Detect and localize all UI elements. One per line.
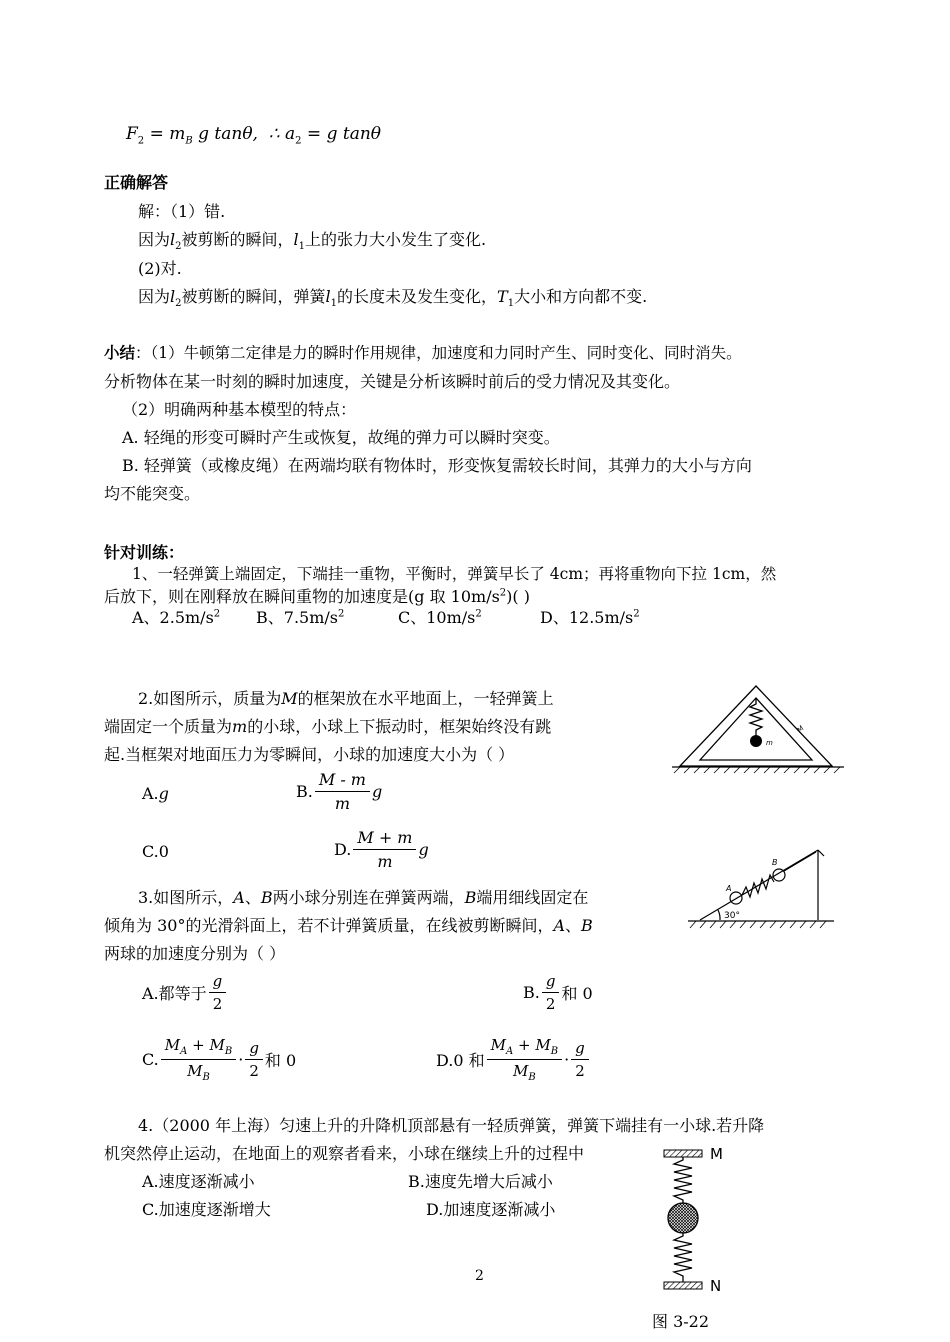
summary-line6: 均不能突变。 [104,484,201,503]
q1-line2-sup: 2 [499,587,507,599]
incline-surface [700,850,818,920]
answer-l4-sub: 2 [175,298,182,310]
q4-line2: 机突然停止运动，在地面上的观察者看来，小球在继续上升的过程中 [104,1144,585,1163]
answer-l4-tsub: 1 [507,298,515,310]
formula-therefore: ∴ a [268,124,296,144]
q3-line3: 两球的加速度分别为（ ） [104,944,286,963]
q2-figure [668,682,848,774]
q4-ceiling-plate [664,1150,702,1157]
answer-l2-l1: l [293,230,299,249]
q2-fig-m-label: m [766,739,773,747]
q2-option-c: C.0 [142,842,169,861]
summary-line2: 分析物体在某一时刻的瞬时加速度，关键是分析该瞬时前后的受力情况及其变化。 [104,372,681,391]
answer-heading: 正确解答 [104,173,169,192]
answer-l2-l: l [170,230,176,249]
q2-option-b: B. $\frac{M - m}{m}$ g [296,770,383,813]
q3-fig-A: A [726,884,732,893]
q4-option-c: C.加速度逐渐增大 [142,1200,271,1219]
answer-l4-l1: l [325,287,331,306]
q1-option-c: C、$10m/s^2$ [398,608,482,627]
answer-line1: 解：（1）错. [138,202,226,221]
formula-a2-sub: 2 [295,135,302,147]
q1-option-b: B、$7.5m/s^2$ [256,608,345,627]
answer-l2-l1sub: 1 [298,241,306,253]
q4-option-d: D.加速度逐渐减小 [426,1200,556,1219]
summary-line1 [104,341,742,363]
q4-fig-M: M [710,1145,723,1163]
q2-line1: 2.如图所示，质量为M的框架放在水平地面上，一轻弹簧上 [138,689,554,708]
answer-l4-b: 被剪断的瞬间，弹簧 [181,287,326,306]
page-number: 2 [475,1268,484,1284]
answer-line4 [138,284,647,309]
q1-line1: 1、一轻弹簧上端固定，下端挂一重物，平衡时，弹簧早长了 4cm；再将重物向下拉 1cm，然 [132,565,777,583]
summary-line3: （2）明确两种基本模型的特点： [122,400,357,419]
formula-eq2: = g tanθ [306,124,382,144]
q3-option-a: A.都等于 $\frac{g}{2}$ [142,972,228,1013]
q3-figure [686,844,836,930]
summary-line1-text: ：（1）牛顿第二定律是力的瞬时作用规律，加速度和力同时产生、同时变化、同时消失。 [135,344,742,362]
answer-l4-l: l [170,287,176,306]
answer-l4-d: 大小和方向都不变. [514,287,648,306]
q3-option-b: B. $\frac{g}{2}$ 和 0 [523,972,593,1013]
answer-l4-l1sub: 1 [330,298,338,310]
formula-eq1: = m [149,124,186,144]
answer-line2 [138,227,486,252]
formula-eq1-rest: g tanθ, [198,124,258,144]
formula-f2-sub: 2 [137,135,145,147]
answer-l2-a: 因为 [138,230,171,249]
q4-floor-plate [664,1282,702,1289]
q2-option-d: D. $\frac{M + m}{m}$ g [334,828,429,871]
answer-l2-c: 上的张力大小发生了变化. [305,230,487,249]
q2-fig-M-label: M [795,724,806,735]
formula-f2: F [126,124,138,144]
q4-ball [668,1203,698,1233]
q4-upper-spring [674,1157,692,1203]
q4-line1: 4.（2000 年上海）匀速上升的升降机顶部悬有一轻质弹簧，弹簧下端挂有一小球.若升降 [138,1116,765,1135]
q2-line2: 端固定一个质量为m的小球，小球上下振动时，框架始终没有跳 [104,717,552,736]
summary-heading: 小结 [104,344,136,362]
q1-line2 [104,584,530,607]
q3-thread [784,852,816,871]
q4-option-a: A.速度逐渐减小 [142,1172,255,1191]
training-heading: 针对训练： [104,543,185,562]
q3-line2: 倾角为 30°的光滑斜面上，若不计弹簧质量，在线被剪断瞬间，A、B [104,916,593,935]
formula-mb-sub: B [185,135,193,147]
answer-l4-c: 的长度未及发生变化， [337,287,498,306]
q3-fig-angle: 30° [724,911,740,921]
q1-option-d: D、$12.5m/s^2$ [540,608,640,627]
answer-l2-b: 被剪断的瞬间， [181,230,294,249]
q3-line1: 3.如图所示，A、B两小球分别连在弹簧两端，B端用细线固定在 [138,888,589,907]
formula-line [126,124,381,146]
q1-option-a: A、$2.5m/s^2$ [132,608,221,627]
q4-option-b: B.速度先增大后减小 [408,1172,553,1191]
q4-fig-N: N [710,1277,722,1295]
q1-line2-b: )( ) [506,587,530,606]
q2-line3: 起.当框架对地面压力为零瞬间，小球的加速度大小为（ ） [104,745,515,764]
q4-figure-caption: 图 3-22 [652,1312,710,1331]
q2-ball [750,735,762,747]
q4-figure [652,1140,742,1300]
q3-fig-B: B [772,858,778,867]
summary-line5: B. 轻弹簧（或橡皮绳）在两端均联有物体时，形变恢复需较长时间，其弹力的大小与方向 [122,456,752,475]
q4-lower-spring [674,1233,692,1282]
answer-l4-t: T [497,287,508,306]
answer-l4-a: 因为 [138,287,171,306]
summary-line4: A. 轻绳的形变可瞬时产生或恢复，故绳的弹力可以瞬时突变。 [122,428,560,447]
q2-option-a: A.g [142,784,169,803]
q3-option-c: C. $\frac{M_A + M_B}{M_B}$ · $\frac{g}{2}$ 和 0 [142,1036,297,1083]
answer-line3: (2)对. [138,259,182,278]
q3-option-d: D.0 和 $\frac{M_A + M_B}{M_B}$ · $\frac{g}{2}$ [436,1036,591,1083]
answer-l2-sub: 2 [175,241,182,253]
q1-line2-a: 后放下，则在刚释放在瞬间重物的加速度是(g 取 10m/s [104,587,500,606]
